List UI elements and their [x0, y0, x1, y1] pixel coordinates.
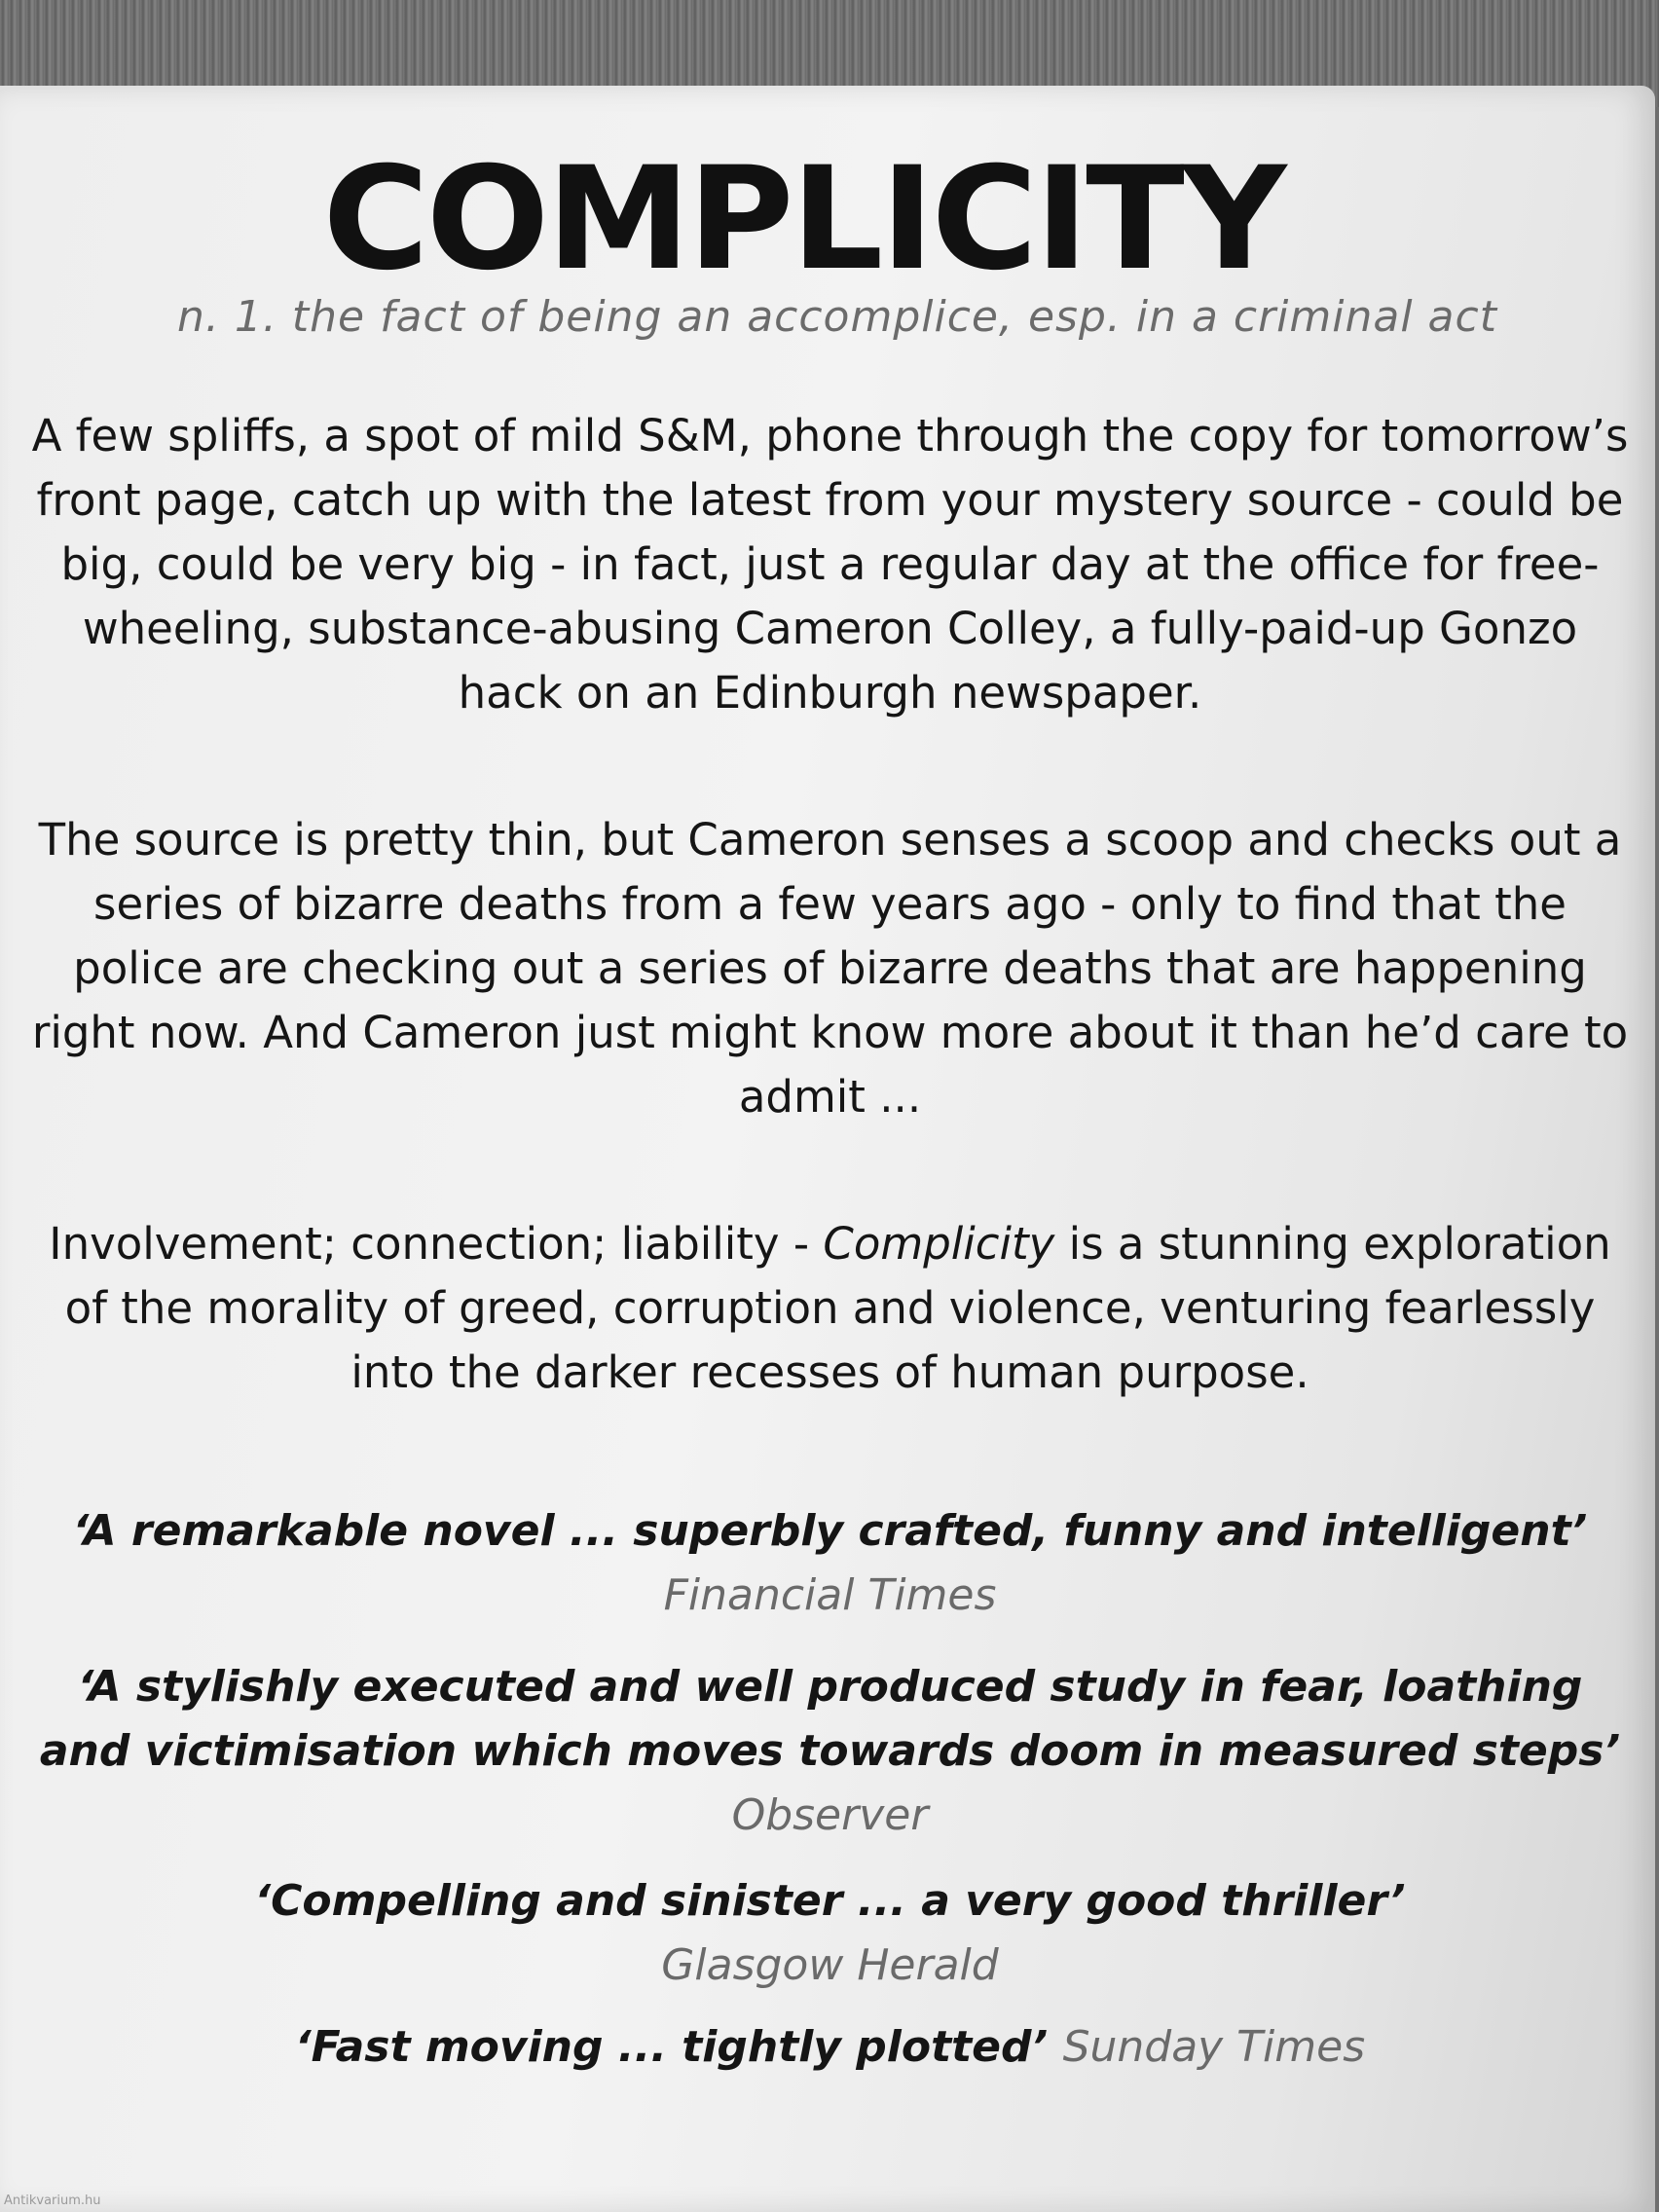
review-quote-4 [39, 2015, 1621, 2080]
review-quote-2 [39, 1655, 1621, 1848]
review-quote-source: Sunday Times [1062, 2022, 1366, 2072]
review-quote-text: ‘Compelling and sinister ... a very good thriller’ [254, 1876, 1406, 1926]
blurb-paragraph-3-rest: is a stunning exploration of the morality of greed, corruption and violence, venturing fearlessly into the darker recesses of human purpose. [64, 1218, 1611, 1398]
review-quote-source: Financial Times [663, 1570, 997, 1620]
book-title: COMPLICITY [322, 136, 1284, 302]
review-quote-source: Observer [731, 1790, 929, 1840]
blurb-paragraph-3 [29, 1212, 1631, 1405]
definition-line: n. 1. the fact of being an accomplice, esp. in a criminal act [177, 292, 1497, 342]
blurb-paragraph-2: The source is pretty thin, but Cameron senses a scoop and checks out a series of bizarre deaths from a few years ago - only to find that the police are checking out a series of bizarre deaths that are happening right now. And Cameron just might know more about it than he’d care to admit ... [31, 814, 1629, 1123]
review-quote-text: ‘Fast moving ... tightly plotted’ [294, 2022, 1049, 2072]
blurb-paragraph-3-title: Complicity [823, 1218, 1055, 1270]
review-quote-source: Glasgow Herald [661, 1940, 999, 1990]
review-quote-3 [39, 1869, 1621, 1998]
watermark: Antikvarium.hu [4, 2194, 101, 2208]
review-quote-text: ‘A stylishly executed and well produced study in fear, loathing and victimisation which moves towards doom in measured steps’ [39, 1662, 1621, 1776]
review-quote-text: ‘A remarkable novel ... superbly crafted, funny and intelligent’ [72, 1506, 1588, 1556]
blurb-paragraph-1: A few spliffs, a spot of mild S&M, phone through the copy for tomorrow’s front page, catch up with the latest from your mystery source - could be big, could be very big - in fact, just a regular day at the office for free-wheeling, substance-abusing Cameron Colley, a fully-paid-up Gonzo hack on an Edinburgh newspaper. [31, 410, 1629, 719]
review-quote-1 [39, 1499, 1621, 1628]
blurb-paragraph-3-lead: Involvement; connection; liability - [49, 1218, 824, 1270]
